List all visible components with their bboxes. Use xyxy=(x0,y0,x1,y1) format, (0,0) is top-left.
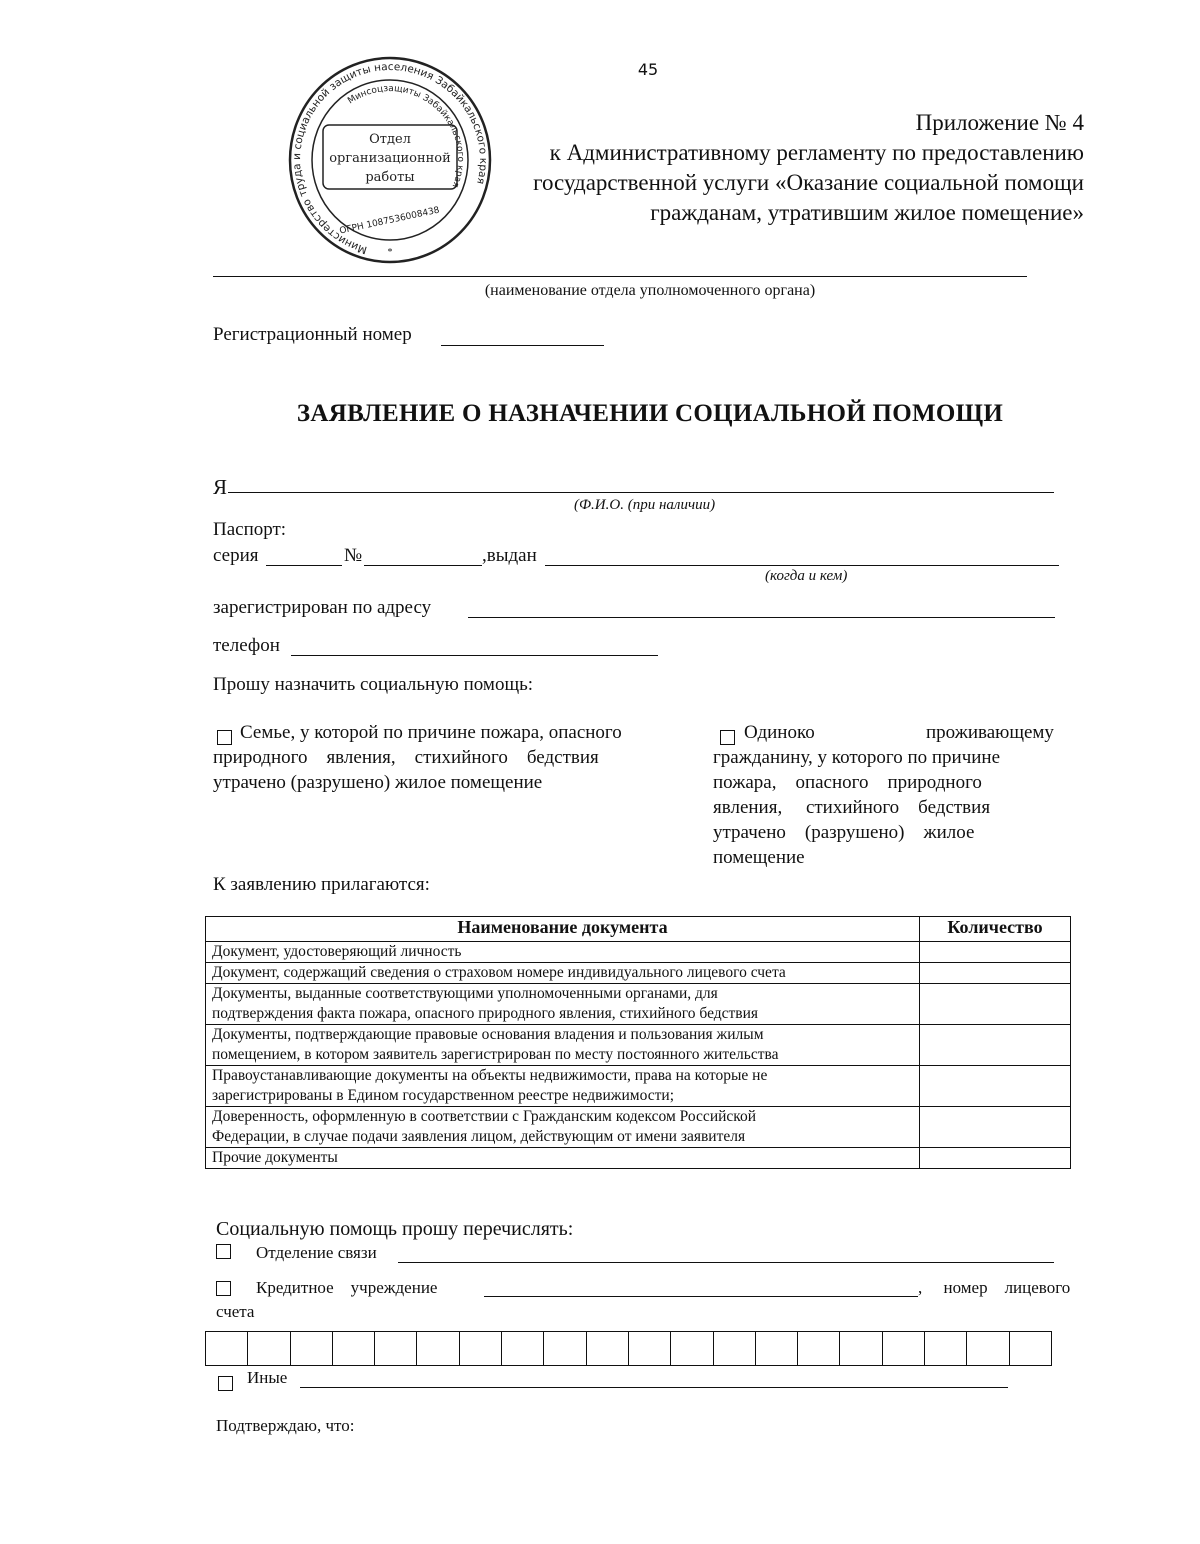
ya-label: Я xyxy=(213,475,228,499)
single-option-line1a: Одиноко xyxy=(744,722,815,743)
doc-name-line: Прочие документы xyxy=(212,1149,338,1166)
annex-line3: государственной услуги «Оказание социальной помощи xyxy=(533,170,1084,195)
single-option-line1b: проживающему xyxy=(926,722,1054,743)
doc-name-cell xyxy=(206,1107,920,1148)
single-option-line4: явления, стихийного бедствия xyxy=(713,797,991,818)
account-digit-cell[interactable] xyxy=(713,1332,755,1366)
org-name-field[interactable] xyxy=(213,276,1027,277)
account-digit-cell[interactable] xyxy=(248,1332,290,1366)
bank-field[interactable] xyxy=(484,1296,918,1297)
bank-label: Кредитное учреждение xyxy=(256,1278,438,1297)
family-option-line2: природного явления, стихийного бедствия xyxy=(213,747,599,768)
doc-name-line: Документы, выданные соответствующими уполномоченными органами, для xyxy=(212,985,718,1002)
reg-number-field[interactable] xyxy=(441,345,604,346)
account-digit-cell[interactable] xyxy=(798,1332,840,1366)
doc-name-cell xyxy=(206,942,920,963)
account-digit-cell[interactable] xyxy=(1009,1332,1051,1366)
account-digit-cell[interactable] xyxy=(502,1332,544,1366)
account-number-grid xyxy=(205,1331,1052,1366)
quantity-cell[interactable] xyxy=(920,942,1071,963)
stamp-center-line3: работы xyxy=(365,170,415,185)
other-label: Иные xyxy=(247,1368,288,1387)
doc-name-line: Документы, подтверждающие правовые основания владения и пользования жилым xyxy=(212,1026,764,1043)
account-suffix-2: счета xyxy=(216,1302,255,1321)
fio-field[interactable] xyxy=(228,492,1054,493)
stamp-center-line2: организационной xyxy=(329,151,451,166)
family-option-checkbox[interactable] xyxy=(217,730,232,745)
annex-header xyxy=(430,108,1084,228)
family-option-line3: утрачено (разрушено) жилое помещение xyxy=(213,772,543,793)
col-quantity: Количество xyxy=(920,917,1071,942)
doc-name-line: Правоустанавливающие документы на объекты недвижимости, права на которые не xyxy=(212,1067,768,1084)
account-digit-cell[interactable] xyxy=(840,1332,882,1366)
doc-name-line: зарегистрированы в Едином государственном реестре недвижимости; xyxy=(212,1087,675,1104)
table-row xyxy=(206,963,1071,984)
post-office-checkbox[interactable] xyxy=(216,1244,231,1259)
fio-caption: (Ф.И.О. (при наличии) xyxy=(574,497,716,513)
attachments-label: К заявлению прилагаются: xyxy=(213,874,430,895)
payment-heading: Социальную помощь прошу перечислять: xyxy=(216,1218,574,1240)
account-digit-cell[interactable] xyxy=(628,1332,670,1366)
table-row xyxy=(206,1148,1071,1169)
account-digit-cell[interactable] xyxy=(882,1332,924,1366)
account-digit-cell[interactable] xyxy=(290,1332,332,1366)
account-digit-cell[interactable] xyxy=(755,1332,797,1366)
table-row xyxy=(206,1066,1071,1107)
table-header-row xyxy=(206,917,1071,942)
doc-name-line: Документ, удостоверяющий личность xyxy=(212,943,462,960)
account-suffix: , номер лицевого xyxy=(918,1278,1071,1297)
post-office-field[interactable] xyxy=(398,1262,1054,1263)
account-digit-cell[interactable] xyxy=(671,1332,713,1366)
annex-line1: Приложение № 4 xyxy=(915,110,1084,135)
quantity-cell[interactable] xyxy=(920,1066,1071,1107)
account-digit-cell[interactable] xyxy=(544,1332,586,1366)
account-digit-cell[interactable] xyxy=(967,1332,1009,1366)
number-field[interactable] xyxy=(364,565,482,566)
doc-name-line: Доверенность, оформленную в соответствии с Гражданским кодексом Российской xyxy=(212,1108,757,1125)
doc-name-line: Документ, содержащий сведения о страховом номере индивидуального лицевого счета xyxy=(212,964,786,981)
quantity-cell[interactable] xyxy=(920,1148,1071,1169)
doc-name-cell xyxy=(206,963,920,984)
phone-field[interactable] xyxy=(291,655,658,656)
family-option-line1: Семье, у которой по причине пожара, опасного xyxy=(240,722,622,743)
doc-name-cell xyxy=(206,1148,920,1169)
issued-field[interactable] xyxy=(545,565,1059,566)
other-checkbox[interactable] xyxy=(218,1376,233,1391)
doc-name-line: Федерации, в случае подачи заявления лицом, действующим от имени заявителя xyxy=(212,1128,746,1145)
page-number: 45 xyxy=(637,60,659,79)
account-digit-cell[interactable] xyxy=(206,1332,248,1366)
col-doc-name: Наименование документа xyxy=(206,917,920,942)
series-field[interactable] xyxy=(266,565,342,566)
quantity-cell[interactable] xyxy=(920,963,1071,984)
quantity-cell[interactable] xyxy=(920,1107,1071,1148)
post-office-label: Отделение связи xyxy=(256,1243,377,1262)
single-option-line3: пожара, опасного природного xyxy=(713,772,982,793)
table-row xyxy=(206,1107,1071,1148)
bank-checkbox[interactable] xyxy=(216,1281,231,1296)
table-row xyxy=(206,984,1071,1025)
annex-line2: к Административному регламенту по предоставлению xyxy=(549,140,1084,165)
other-field[interactable] xyxy=(300,1387,1008,1388)
account-digit-cell[interactable] xyxy=(459,1332,501,1366)
reg-number-label: Регистрационный номер xyxy=(213,324,412,345)
phone-label: телефон xyxy=(213,635,280,656)
issued-label: ,выдан xyxy=(482,545,537,566)
doc-name-cell xyxy=(206,984,920,1025)
number-label: № xyxy=(344,545,363,566)
stamp-inner-text: Минсоцзащиты Забайкальского края xyxy=(346,83,466,189)
single-option-line5: утрачено (разрушено) жилое xyxy=(713,822,975,843)
doc-name-cell xyxy=(206,1066,920,1107)
annex-line4: гражданам, утратившим жилое помещение» xyxy=(650,200,1084,225)
quantity-cell[interactable] xyxy=(920,984,1071,1025)
doc-name-line: помещением, в котором заявитель зарегистрирован по месту постоянного жительства xyxy=(212,1046,779,1063)
stamp-ring-text: Министерство труда и социальной защиты населения Забайкальского края xyxy=(290,60,490,256)
issued-caption: (когда и кем) xyxy=(765,568,848,584)
single-option-checkbox[interactable] xyxy=(720,730,735,745)
quantity-cell[interactable] xyxy=(920,1025,1071,1066)
address-label: зарегистрирован по адресу xyxy=(213,597,432,618)
doc-name-cell xyxy=(206,1025,920,1066)
org-name-caption: (наименование отдела уполномоченного органа) xyxy=(484,282,816,299)
doc-name-line: подтверждения факта пожара, опасного природного явления, стихийного бедствия xyxy=(212,1005,759,1022)
single-option-line2: гражданину, у которого по причине xyxy=(713,747,1001,768)
address-field[interactable] xyxy=(468,617,1055,618)
documents-table xyxy=(205,916,1071,1169)
account-digit-cell[interactable] xyxy=(925,1332,967,1366)
single-option-line6: помещение xyxy=(713,847,805,868)
table-row xyxy=(206,942,1071,963)
account-digit-cell[interactable] xyxy=(586,1332,628,1366)
request-label: Прошу назначить социальную помощь: xyxy=(213,674,534,695)
document-title: ЗАЯВЛЕНИЕ О НАЗНАЧЕНИИ СОЦИАЛЬНОЙ ПОМОЩИ xyxy=(296,400,1004,427)
passport-label: Паспорт: xyxy=(213,519,287,540)
stamp-ogrn: ОГРН 1087536008438 xyxy=(338,205,441,237)
stamp-star-icon: * xyxy=(387,247,393,258)
table-row xyxy=(206,1025,1071,1066)
confirm-label: Подтверждаю, что: xyxy=(216,1416,355,1435)
account-digit-cell[interactable] xyxy=(332,1332,374,1366)
account-digit-cell[interactable] xyxy=(375,1332,417,1366)
series-label: серия xyxy=(213,545,259,566)
account-digit-cell[interactable] xyxy=(417,1332,459,1366)
stamp-center-line1: Отдел xyxy=(369,132,411,147)
